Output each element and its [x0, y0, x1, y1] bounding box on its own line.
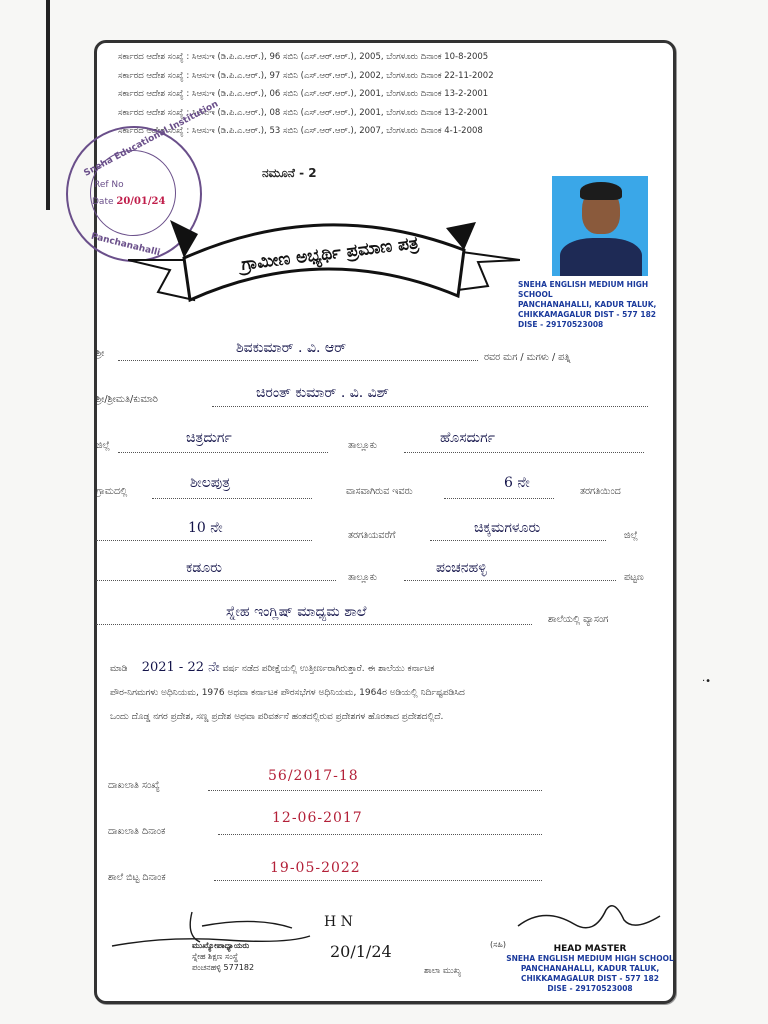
dotted-line [430, 540, 606, 541]
form-number: ನಮೂನೆ - 2 [262, 166, 317, 180]
admission-number-label: ದಾಖಲಾತಿ ಸಂಖ್ಯೆ [108, 780, 160, 791]
dotted-line [218, 834, 542, 835]
headmaster-signature [514, 896, 664, 940]
guardian-name: ಚಿರಂತ್ ಕುಮಾರ್ . ವಿ. ವಿಶ್ [256, 385, 389, 401]
dotted-line [118, 360, 478, 361]
to-class-label: ತರಗತಿಯವರೆಗೆ [348, 530, 396, 541]
district-label: ಜಿಲ್ಲೆ [96, 440, 111, 451]
dotted-line [214, 880, 542, 881]
town-label: ಪಟ್ಟಣ [624, 572, 644, 583]
school-value: ಸ್ನೇಹ ಇಂಗ್ಲಿಷ್ ಮಾಧ್ಯಮ ಶಾಲೆ [226, 604, 367, 620]
order-line: ಸರ್ಕಾರದ ಆದೇಶ ಸಂಖ್ಯೆ : ಸಿಆಸುಇ (ಡಿ.ಪಿ.ಎ.ಆರ್.), 06 ಸಬಿನಿ (ಎಸ್.ಆರ್.ಆರ್.), 2001, ಬೆಂಗಳೂರು ದಿನಾಂಕ 13-2-2001 [118, 89, 489, 99]
from-class-value: 6 ನೇ [504, 475, 530, 491]
village-value: ಶೀಲಪುತ್ರ [190, 475, 231, 491]
town-value: ಪಂಚನಹಳ್ಳಿ [436, 560, 487, 576]
certificate-title: ಗ್ರಾಮೀಣ ಅಭ್ಯರ್ಥಿ ಪ್ರಮಾಣ ಪತ್ರ [240, 233, 420, 275]
government-orders [118, 48, 658, 141]
dotted-line [404, 452, 644, 453]
district2-value: ಚಿಕ್ಕಮಗಳೂರು [474, 520, 541, 536]
order-line: ಸರ್ಕಾರದ ಆದೇಶ ಸಂಖ್ಯೆ : ಸಿಆಸುಇ (ಡಿ.ಪಿ.ಎ.ಆರ್.), 96 ಸಬಿನಿ (ಎಸ್.ಆರ್.ಆರ್.), 2005, ಬೆಂಗಳೂರು ದಿನಾಂಕ 10-8-2005 [118, 52, 489, 62]
stray-mark: ·• [702, 676, 712, 687]
leaving-date-label: ಶಾಲೆ ಬಿಟ್ಟ ದಿನಾಂಕ [108, 872, 166, 883]
relation-label: ರವರ ಮಗ / ಮಗಳು / ಪತ್ನಿ [484, 352, 571, 363]
dotted-line [152, 498, 312, 499]
order-line: ಸರ್ಕಾರದ ಆದೇಶ ಸಂಖ್ಯೆ : ಸಿಆಸುಇ (ಡಿ.ಪಿ.ಎ.ಆರ್.), 08 ಸಬಿನಿ (ಎಸ್.ಆರ್.ಆರ್.), 2001, ಬೆಂಗಳೂರು ದಿನಾಂಕ 13-2-2001 [118, 107, 489, 118]
taluk2-label: ತಾಲ್ಲೂಕು [348, 572, 378, 583]
admission-date-value: 12-06-2017 [272, 810, 363, 826]
dotted-line [96, 624, 532, 625]
leaving-date-value: 19-05-2022 [270, 860, 361, 876]
bottom-label: ಶಾಲಾ ಮುಖ್ಯ [424, 966, 462, 976]
dotted-line [96, 540, 312, 541]
admission-date-label: ದಾಖಲಾತಿ ದಿನಾಂಕ [108, 826, 166, 837]
dotted-line [212, 406, 648, 407]
taluk-label: ತಾಲ್ಲೂಕು [348, 440, 378, 451]
para-line-1: ಮಾಡಿ 2021 - 22 ನೇ ವರ್ಷ ನಡೆದ ಪರೀಕ್ಷೆಯಲ್ಲಿ ಉತ್ತೀರ್ಣರಾಗಿರುತ್ತಾರೆ. ಈ ಶಾಲೆಯು ಕರ್ನಾಟಕ [110, 660, 435, 675]
certification-paragraph [110, 656, 666, 729]
left-stamp: ಮುಖ್ಯೋಪಾಧ್ಯಾಯರು ಸ್ನೇಹ ಶಿಕ್ಷಣ ಸಂಸ್ಥೆ ಪಂಚನಹಳ್ಳಿ 577182 [192, 941, 255, 972]
para-line-2: ಪೌರ-ನಿಗಮಗಳು ಅಧಿನಿಯಮ, 1976 ಅಥವಾ ಕರ್ನಾಟಕ ಪೌರಸಭೆಗಳ ಅಧಿನಿಯಮ, 1964ರ ಅಡಿಯಲ್ಲಿ ನಿರ್ದಿಷ್ಟಪಡಿಸಿದ [110, 688, 465, 698]
stamp-ref: Ref No [94, 180, 124, 190]
admission-number-value: 56/2017-18 [268, 768, 359, 784]
signature-date: 20/1/24 [330, 942, 392, 961]
district-value: ಚಿತ್ರದುರ್ಗ [186, 430, 232, 446]
dotted-line [404, 580, 616, 581]
stamp-ring-top: Sneha Educational Institution [82, 99, 221, 179]
dotted-line [444, 498, 554, 499]
guardian-label: ಶ್ರೀ/ಶ್ರೀಮತಿ/ಕುಮಾರಿ [96, 394, 158, 405]
dotted-line [96, 580, 336, 581]
from-class-label: ತರಗತಿಯಿಂದ [580, 486, 621, 497]
dotted-line [208, 790, 542, 791]
shri-label: ಶ್ರೀ [96, 348, 105, 359]
page-edge-shadow [46, 0, 50, 210]
seal-label: (ಸಹಿ) [490, 940, 506, 949]
stamp-ring-bottom: Panchanahalli [89, 231, 162, 259]
headmaster-stamp: HEAD MASTER SNEHA ENGLISH MEDIUM HIGH SCHOOL PANCHANAHALLI, KADUR TALUK, CHIKKAMAGALUR DIST - 577 182 DISE - 29170523008 [506, 944, 674, 993]
passing-year: 2021 - 22 ನೇ [141, 660, 220, 675]
student-photo [552, 176, 648, 276]
initials: H N [324, 914, 353, 930]
residing-label: ವಾಸವಾಗಿರುವ ಇವರು [346, 486, 413, 497]
student-name: ಶಿವಕುಮಾರ್ . ವಿ. ಆರ್ [236, 340, 347, 356]
dotted-line [118, 452, 328, 453]
order-line: ಸರ್ಕಾರದ ಆದೇಶ ಸಂಖ್ಯೆ : ಸಿಆಸುಇ (ಡಿ.ಪಿ.ಎ.ಆರ್.), 97 ಸಬಿನಿ (ಎಸ್.ಆರ್.ಆರ್.), 2002, ಬೆಂಗಳೂರು ದಿನಾಂಕ 22-11-2002 [118, 70, 494, 81]
taluk2-value: ಕಡೂರು [186, 560, 223, 576]
order-line: ಸರ್ಕಾರದ ಆದೇಶ ಸಂಖ್ಯೆ : ಸಿಆಸುಇ (ಡಿ.ಪಿ.ಎ.ಆರ್.), 53 ಸಬಿನಿ (ಎಸ್.ಆರ್.ಆರ್.), 2007, ಬೆಂಗಳೂರು ದಿನಾಂಕ 4-1-2008 [118, 126, 483, 136]
school-label: ಶಾಲೆಯಲ್ಲಿ ವ್ಯಾಸಂಗ [548, 614, 609, 625]
district2-label: ಜಿಲ್ಲೆ [624, 530, 639, 541]
para-line-3: ಒಂದು ದೊಡ್ಡ ನಗರ ಪ್ರದೇಶ, ಸಣ್ಣ ಪ್ರದೇಶ ಅಥವಾ ಪರಿವರ್ತನೆ ಹಂತದಲ್ಲಿರುವ ಪ್ರದೇಶಗಳ ಹೊರತಾದ ಪ್ರದೇಶದಲ್ಲಿದೆ. [110, 712, 444, 722]
village-label: ಗ್ರಾಮದಲ್ಲಿ [96, 486, 128, 497]
school-stamp: SNEHA ENGLISH MEDIUM HIGH SCHOOL PANCHANAHALLI, KADUR TALUK, CHIKKAMAGALUR DIST - 577 182 DISE - 29170523008 [518, 280, 657, 329]
stamp-date: Date 20/01/24 [92, 196, 166, 207]
taluk-value: ಹೊಸದುರ್ಗ [440, 430, 495, 446]
to-class-value: 10 ನೇ [188, 520, 223, 536]
